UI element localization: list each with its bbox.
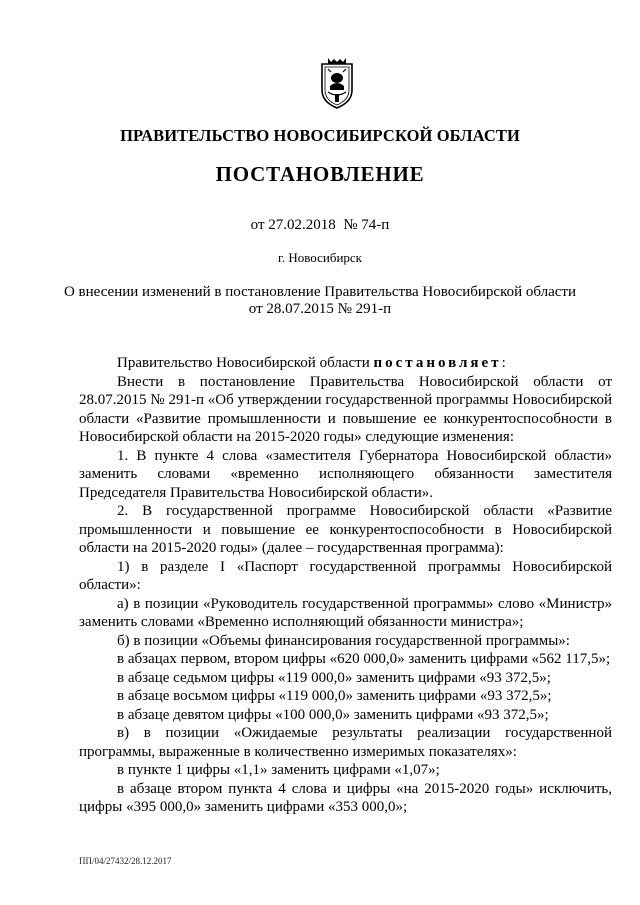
paragraph-12: в пункте 1 цифры «1,1» заменить цифрами «1,07»; [117,762,440,778]
paragraph-8: в абзаце седьмом цифры «119 000,0» заменить цифрами «93 372,5»; [117,669,551,686]
document-body [79,354,612,817]
subject-line-2: от 28.07.2015 № 291-п [248,301,392,317]
document-type-title: ПОСТАНОВЛЕНИЕ [215,162,425,186]
coat-of-arms-emblem [316,56,358,110]
paragraph-10: в абзаце девятом цифры «100 000,0» заменить цифрами «93 372,5»; [117,706,549,723]
date-and-number: от 27.02.2018 № 74-п [250,217,390,233]
paragraph-13: в абзаце втором пункта 4 слова и цифры «на 2015-2020 годы» исключить, цифры «395 000,0» заменить цифрами «353 000,0»; [79,780,612,815]
paragraph-6: б) в позиции «Объемы финансирования государственной программы»: [117,632,570,649]
paragraph-3: 2. В государственной программе Новосибирской области «Развитие промышленности и повышение ее конкурентоспособности в Новосибирской области на 2015-2020 годы» (далее – государственная программа): [79,503,612,556]
paragraph-1: Внести в постановление Правительства Новосибирской области от 28.07.2015 № 291-п «Об утверждении государственной программы Новосибирской области «Развитие промышленности и повышение ее конкурентоспособности в Новосибирской области на 2015-2020 годы» следующие изменения: [79,373,612,445]
paragraph-resolution [79,354,612,373]
paragraph-7: в абзацах первом, втором цифры «620 000,0» заменить цифрами «562 117,5»; [117,651,611,667]
government-title: ПРАВИТЕЛЬСТВО НОВОСИБИРСКОЙ ОБЛАСТИ [120,126,520,145]
city: г. Новосибирск [277,250,362,265]
paragraph-9: в абзаце восьмом цифры «119 000,0» заменить цифрами «93 372,5»; [117,688,552,704]
resolution-prefix: Правительство Новосибирской области [117,355,374,371]
paragraph-2: 1. В пункте 4 слова «заместителя Губернатора Новосибирской области» заменить словами «временно исполняющего обязанности заместителя Председателя Правительства Новосибирской области». [79,447,612,501]
paragraph-4: 1) в разделе I «Паспорт государственной программы Новосибирской области»: [79,558,612,593]
resolution-suffix: : [501,355,506,371]
subject-line-1: О внесении изменений в постановление Правительства Новосибирской области [63,284,577,300]
resolution-keyword: постановляет [373,355,502,371]
subject-title [0,284,640,318]
paragraph-11: в) в позиции «Ожидаемые результаты реализации государственной программы, выраженные в количественно измеримых показателях»: [79,725,612,760]
footer-code: ПП/04/27432/28.12.2017 [79,856,172,866]
paragraph-5: а) в позиции «Руководитель государственной программы» слово «Министр» заменить словами «Временно исполняющий обязанности министра»; [79,595,612,630]
